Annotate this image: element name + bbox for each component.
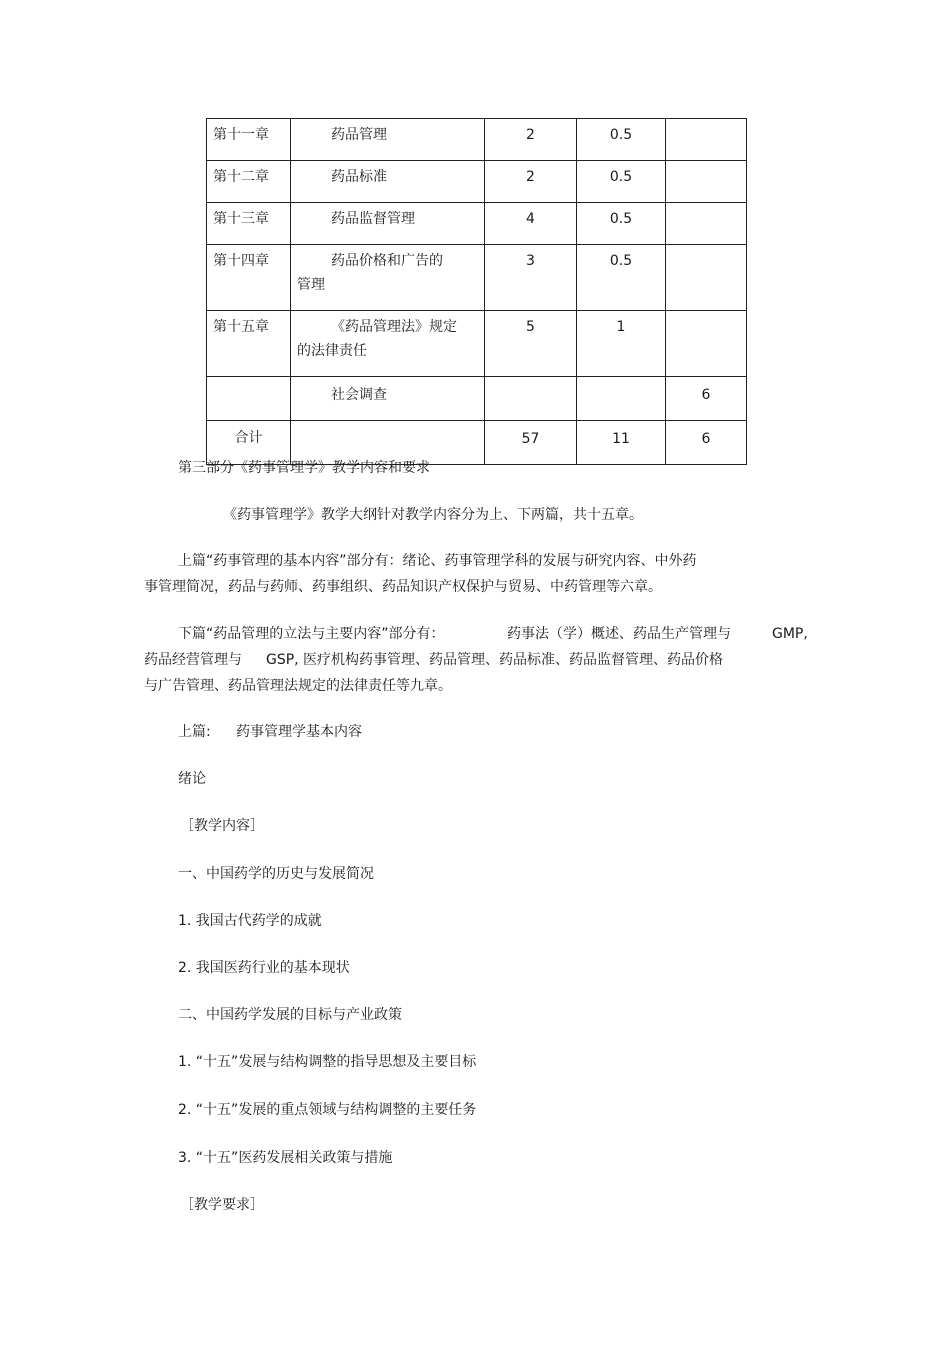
table-row [207,203,747,245]
chapter-cell: 第十四章 [207,245,291,311]
hours-cell: 2 [485,119,577,161]
list-item: 1. “十五”发展与结构调整的指导思想及主要目标 [178,1054,477,1070]
total-label: 合计 [207,421,291,465]
chapter-cell [207,377,291,421]
hours-cell: 4 [485,203,577,245]
title-cell [291,311,485,377]
table-row [207,377,747,421]
section-heading: 二、中国药学发展的目标与产业政策 [178,1007,402,1023]
hours-cell: 0.5 [577,161,666,203]
hours-cell: 3 [485,245,577,311]
hours-cell [666,245,747,311]
lower-part-line: 药品经营管理与 [144,652,242,668]
lower-part-line: 下篇“药品管理的立法与主要内容”部分有： [178,626,445,642]
title-line: 管理 [297,277,325,293]
title-line: 的法律责任 [297,343,367,359]
lower-part-line: 药事法（学）概述、药品生产管理与 [507,626,731,642]
title-cell: 药品监督管理 [291,203,485,245]
lower-part-line: 医疗机构药事管理、药品管理、药品标准、药品监督管理、药品价格 [303,652,723,668]
intro-paragraph: 《药事管理学》教学大纲针对教学内容分为上、下两篇，共十五章。 [223,507,643,523]
title-cell: 药品标准 [291,161,485,203]
hours-cell: 2 [485,161,577,203]
hours-cell: 0.5 [577,119,666,161]
table-row [207,311,747,377]
upper-title-label: 上篇: [178,724,211,740]
hours-cell: 0.5 [577,203,666,245]
chapter-cell: 第十三章 [207,203,291,245]
upper-title: 药事管理学基本内容 [236,724,362,740]
requirements-heading: ［教学要求］ [180,1197,264,1213]
total-hours-cell: 6 [666,421,747,465]
section-heading: 一、中国药学的历史与发展简况 [178,866,374,882]
hours-cell: 0.5 [577,245,666,311]
lower-part-line: 与广告管理、药品管理法规定的法律责任等九章。 [144,678,452,694]
list-item: 2. 我国医药行业的基本现状 [178,960,350,976]
chapter-cell: 第十五章 [207,311,291,377]
table-row [207,245,747,311]
chapter-cell: 第十二章 [207,161,291,203]
title-cell: 药品管理 [291,119,485,161]
title-line: 《药品管理法》规定 [331,319,457,335]
hours-cell [666,119,747,161]
hours-cell [577,377,666,421]
hours-cell [485,377,577,421]
total-hours-cell: 11 [577,421,666,465]
chapter-heading: 绪论 [178,771,206,787]
list-item: 1. 我国古代药学的成就 [178,913,322,929]
title-line: 药品价格和广告的 [331,253,443,269]
total-hours-cell: 57 [485,421,577,465]
table-row [207,119,747,161]
title-cell [291,245,485,311]
hours-cell [666,311,747,377]
list-item: 3. “十五”医药发展相关政策与措施 [178,1150,393,1166]
hours-table [206,118,747,465]
table-row [207,161,747,203]
part3-heading: 第三部分《药事管理学》教学内容和要求 [178,460,430,476]
chapter-cell: 第十一章 [207,119,291,161]
upper-part-line: 事管理简况，药品与药师、药事组织、药品知识产权保护与贸易、中药管理等六章。 [144,579,662,595]
hours-cell: 1 [577,311,666,377]
lower-part-line: GMP, [772,626,808,642]
hours-cell: 6 [666,377,747,421]
list-item: 2. “十五”发展的重点领域与结构调整的主要任务 [178,1102,477,1118]
lower-part-line: GSP, [266,652,299,668]
content-heading: ［教学内容］ [180,818,264,834]
hours-cell [666,203,747,245]
hours-cell [666,161,747,203]
title-cell: 社会调查 [291,377,485,421]
upper-part-line: 上篇“药事管理的基本内容”部分有：绪论、药事管理学科的发展与研究内容、中外药 [178,553,697,569]
hours-cell: 5 [485,311,577,377]
